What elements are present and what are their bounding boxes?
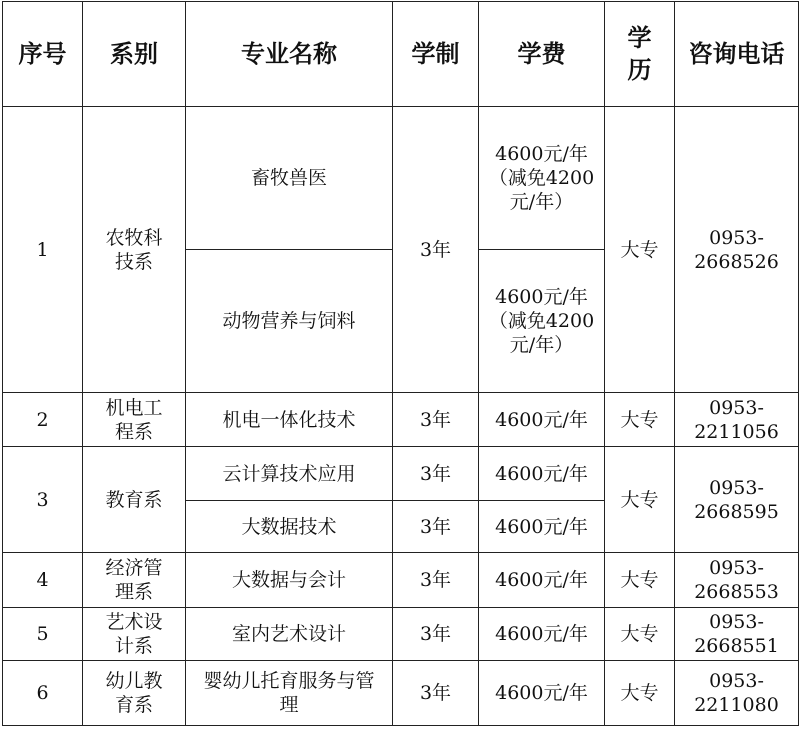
major-cell: 云计算技术应用 xyxy=(186,447,393,501)
dept-cell: 机电工程系 xyxy=(83,393,186,447)
seq-cell: 3 xyxy=(3,447,83,553)
header-duration: 学制 xyxy=(393,2,479,107)
dept-cell: 艺术设计系 xyxy=(83,608,186,661)
duration-cell: 3年 xyxy=(393,661,479,726)
header-phone: 咨询电话 xyxy=(675,2,799,107)
major-cell: 畜牧兽医 xyxy=(186,107,393,250)
phone-cell: 0953-2211080 xyxy=(675,661,799,726)
fee-cell: 4600元/年 xyxy=(479,393,605,447)
header-seq: 序号 xyxy=(3,2,83,107)
major-cell: 室内艺术设计 xyxy=(186,608,393,661)
table-row xyxy=(3,553,799,608)
duration-cell: 3年 xyxy=(393,501,479,553)
table-row xyxy=(3,107,799,250)
degree-cell: 大专 xyxy=(605,608,675,661)
fee-cell: 4600元/年（减免4200元/年） xyxy=(479,107,605,250)
header-dept: 系别 xyxy=(83,2,186,107)
dept-cell: 教育系 xyxy=(83,447,186,553)
phone-cell: 0953-2668526 xyxy=(675,107,799,393)
fee-cell: 4600元/年 xyxy=(479,501,605,553)
duration-cell: 3年 xyxy=(393,553,479,608)
fee-cell: 4600元/年 xyxy=(479,608,605,661)
duration-cell: 3年 xyxy=(393,608,479,661)
fee-cell: 4600元/年 xyxy=(479,661,605,726)
phone-cell: 0953-2668595 xyxy=(675,447,799,553)
degree-cell: 大专 xyxy=(605,107,675,393)
dept-cell: 幼儿教育系 xyxy=(83,661,186,726)
table-row xyxy=(3,393,799,447)
duration-cell: 3年 xyxy=(393,447,479,501)
table-row xyxy=(3,661,799,726)
phone-cell: 0953-2211056 xyxy=(675,393,799,447)
dept-cell: 农牧科技系 xyxy=(83,107,186,393)
header-degree: 学历 xyxy=(605,2,675,107)
header-row xyxy=(3,2,799,107)
duration-cell: 3年 xyxy=(393,107,479,393)
phone-cell: 0953-2668553 xyxy=(675,553,799,608)
degree-cell: 大专 xyxy=(605,661,675,726)
seq-cell: 6 xyxy=(3,661,83,726)
seq-cell: 2 xyxy=(3,393,83,447)
header-major: 专业名称 xyxy=(186,2,393,107)
table-row xyxy=(3,447,799,501)
major-cell: 婴幼儿托育服务与管理 xyxy=(186,661,393,726)
fee-cell: 4600元/年 xyxy=(479,553,605,608)
fee-cell: 4600元/年 xyxy=(479,447,605,501)
fee-cell: 4600元/年（减免4200元/年） xyxy=(479,250,605,393)
degree-cell: 大专 xyxy=(605,553,675,608)
duration-cell: 3年 xyxy=(393,393,479,447)
enrollment-table xyxy=(2,1,799,726)
degree-cell: 大专 xyxy=(605,447,675,553)
major-cell: 大数据技术 xyxy=(186,501,393,553)
seq-cell: 1 xyxy=(3,107,83,393)
dept-cell: 经济管理系 xyxy=(83,553,186,608)
degree-cell: 大专 xyxy=(605,393,675,447)
seq-cell: 4 xyxy=(3,553,83,608)
header-fee: 学费 xyxy=(479,2,605,107)
phone-cell: 0953-2668551 xyxy=(675,608,799,661)
major-cell: 大数据与会计 xyxy=(186,553,393,608)
major-cell: 机电一体化技术 xyxy=(186,393,393,447)
table-row xyxy=(3,608,799,661)
major-cell: 动物营养与饲料 xyxy=(186,250,393,393)
seq-cell: 5 xyxy=(3,608,83,661)
